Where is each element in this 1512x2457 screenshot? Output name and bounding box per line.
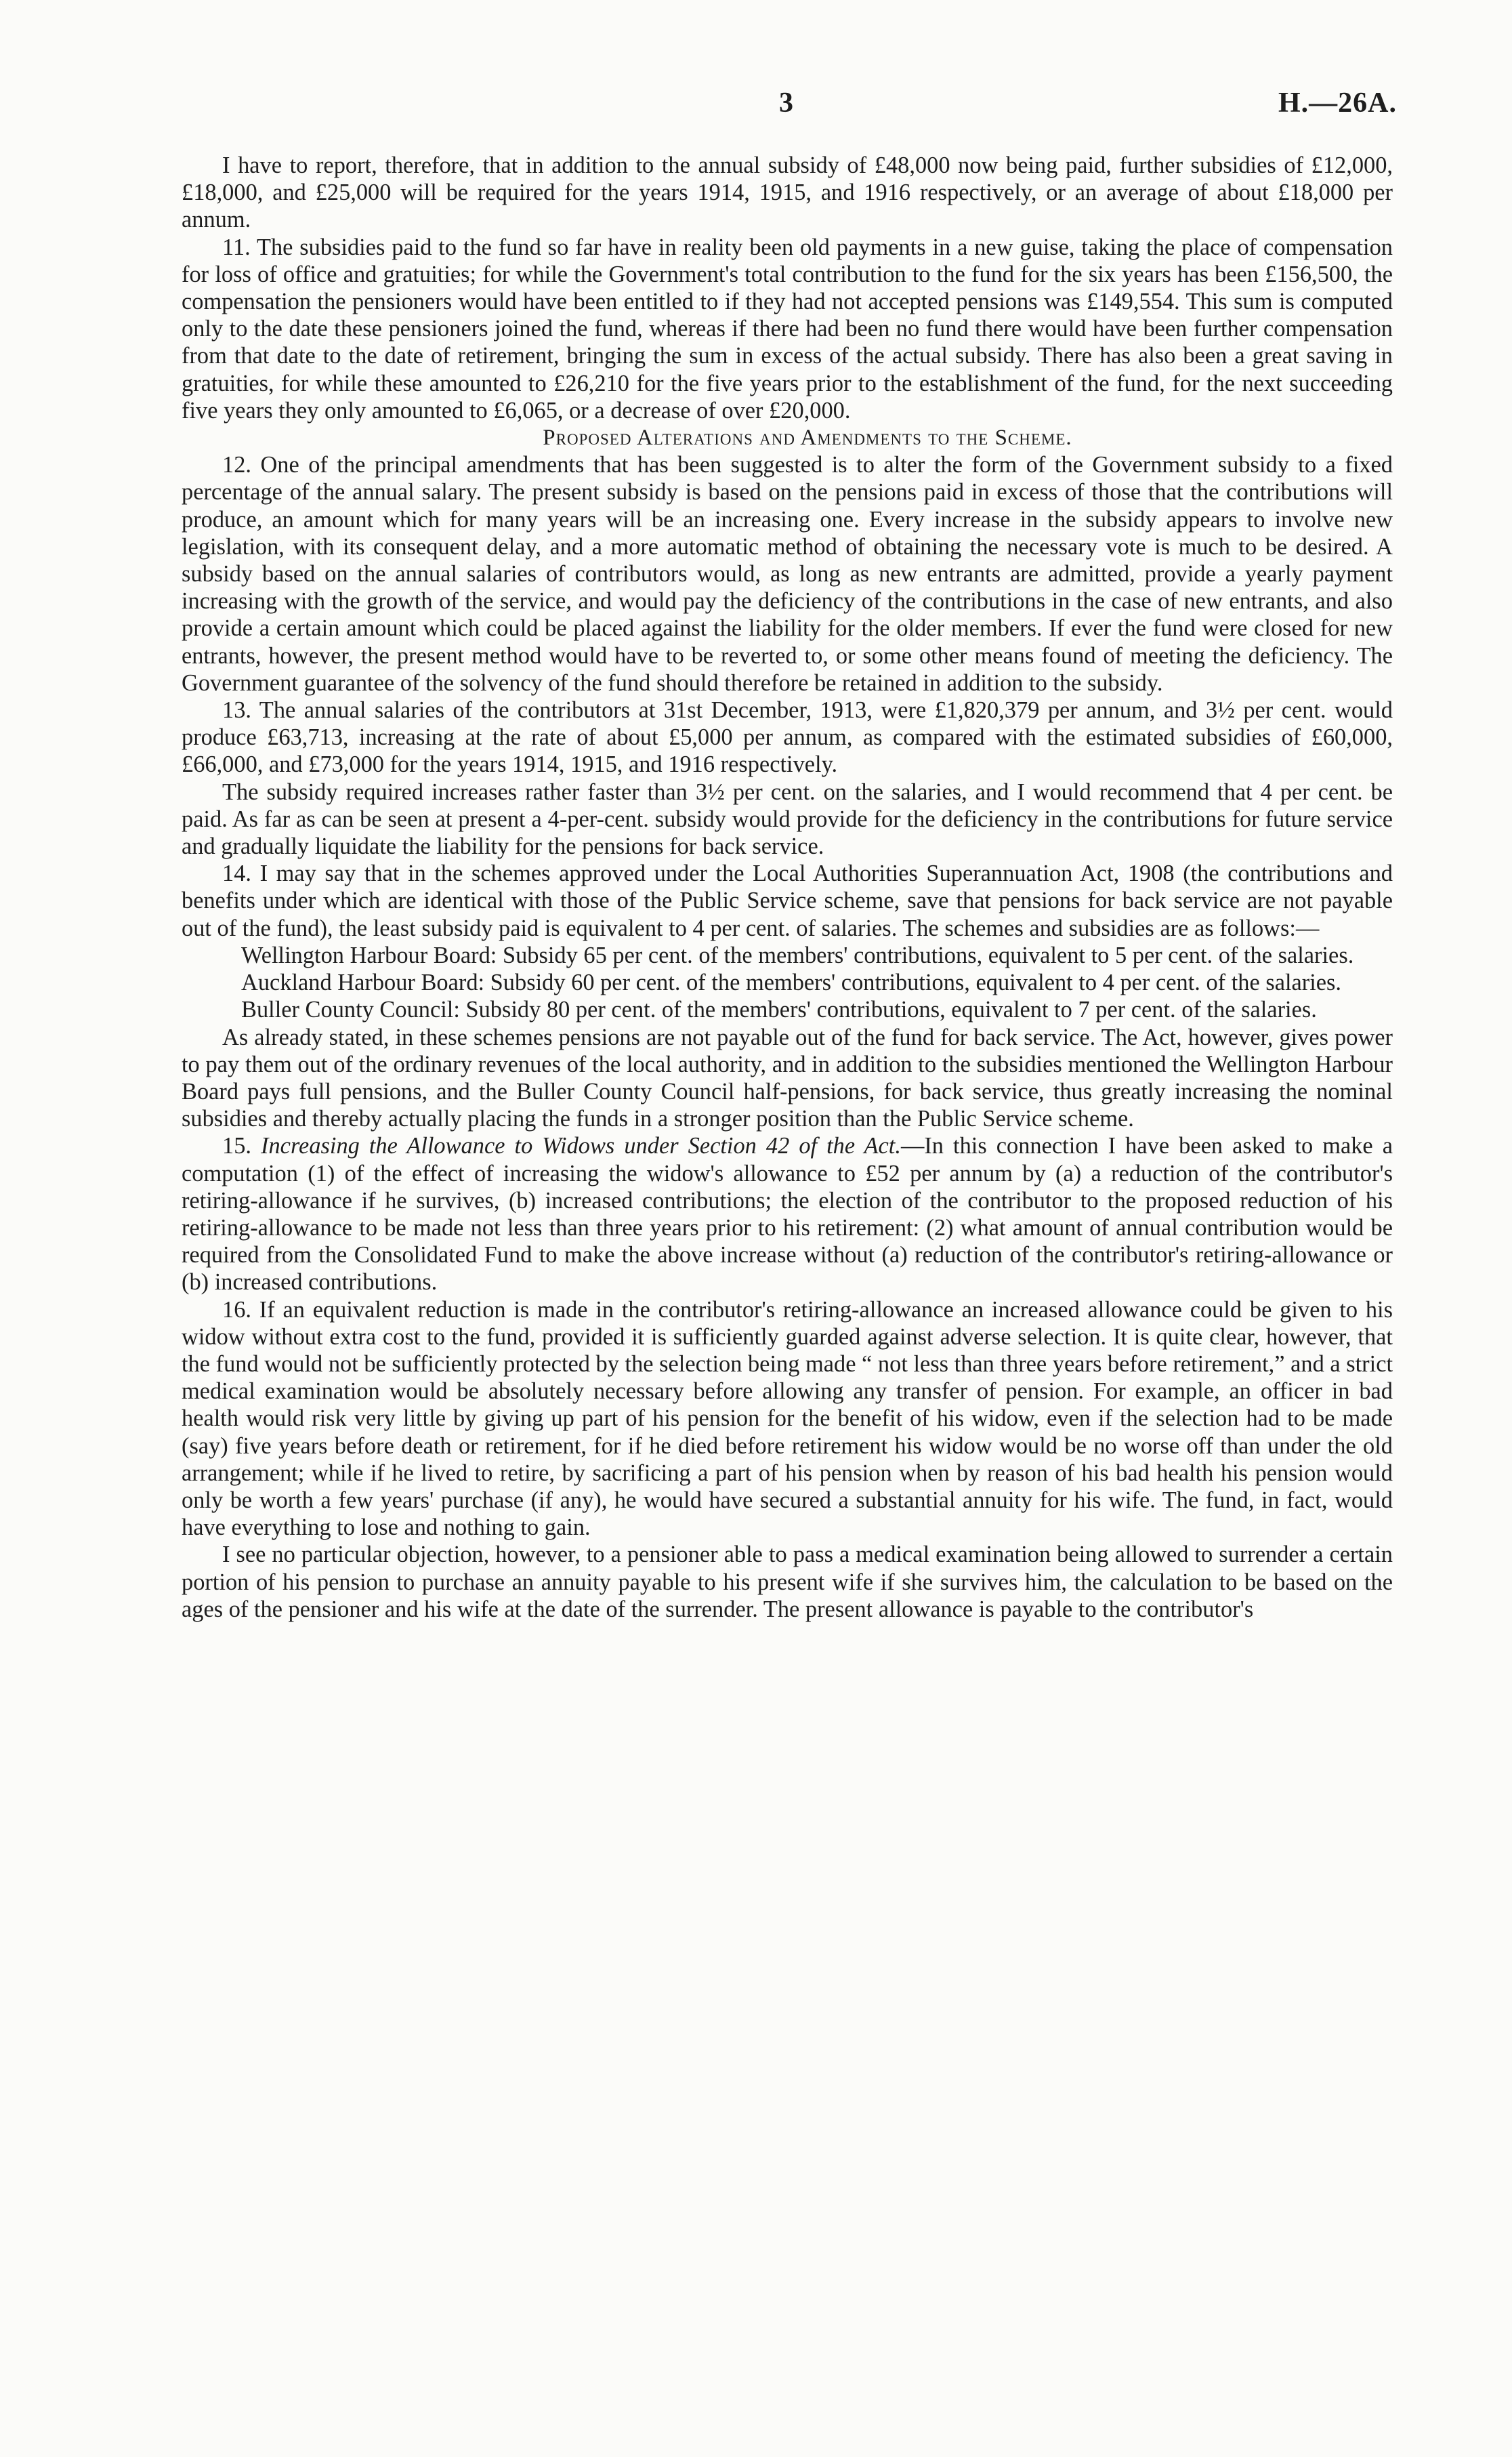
paragraph-13: 13. The annual salaries of the contributors at 31st December, 1913, were £1,820,379 per annum, and 3½ per cent. would produce £63,713, increasing at the rate of about £5,000 per annum, as compared with the estimated subsidies of £60,000, £66,000, and £73,000 for the years 1914, 1915, and 1916 respectively. xyxy=(182,697,1393,778)
paragraph-12: 12. One of the principal amendments that has been suggested is to alter the form of the Government subsidy to a fixed percentage of the annual salary. The present subsidy is based on the pensions paid in excess of those that the contributions will produce, an amount which for many years will be an increasing one. Every increase in the subsidy appears to involve new legislation, with its consequent delay, and a more automatic method of obtaining the necessary vote is much to be desired. A subsidy based on the annual salaries of contributors would, as long as new entrants are admitted, provide a yearly payment increasing with the growth of the service, and would pay the deficiency of the contributions in the case of new entrants, and also provide a certain amount which could be placed against the liability for the older members. If ever the fund were closed for new entrants, however, the present method would have to be reverted to, or some other means found of meeting the deficiency. The Government guarantee of the solvency of the fund should therefore be retained in addition to the subsidy. xyxy=(182,452,1393,696)
paragraph-report-subsidies: I have to report, therefore, that in addition to the annual subsidy of £48,000 now being paid, further subsidies of £12,000, £18,000, and £25,000 will be required for the years 1914, 1915, and 1916 respectively, or an average of about £18,000 per annum. xyxy=(182,152,1393,233)
paragraph-15 xyxy=(182,1132,1393,1296)
page-header xyxy=(0,87,1512,127)
paragraph-16-continued: I see no particular objection, however, to a pensioner able to pass a medical examination being allowed to surrender a certain portion of his pension to purchase an annuity payable to his present wife if she survives him, the calculation to be based on the ages of the pensioner and his wife at the date of the surrender. The present allowance is payable to the contributor's xyxy=(182,1542,1393,1622)
paragraph-15-title: Increasing the Allowance to Widows under Section 42 of the Act. xyxy=(261,1133,901,1159)
page-number: 3 xyxy=(779,87,793,119)
document-reference: H.—26A. xyxy=(1278,87,1397,119)
scheme-entry-wellington: Wellington Harbour Board: Subsidy 65 per cent. of the members' contributions, equivalent to 5 per cent. of the salaries. xyxy=(241,942,1354,968)
paragraph-14: 14. I may say that in the schemes approved under the Local Authorities Superannuation Act, 1908 (the contributions and benefits under which are identical with those of the Public Service scheme, save that pensions for back service are not payable out of the fund), the least subsidy paid is equivalent to 4 per cent. of salaries. The schemes and subsidies are as follows:— xyxy=(182,861,1393,941)
scheme-entry-auckland: Auckland Harbour Board: Subsidy 60 per cent. of the members' contributions, equivalent to 4 per cent. of the salaries. xyxy=(241,970,1342,996)
paragraph-13-continued: The subsidy required increases rather faster than 3½ per cent. on the salaries, and I would recommend that 4 per cent. be paid. As far as can be seen at present a 4-per-cent. subsidy would provide for the deficiency in the contributions for future service and gradually liquidate the liability for the pensions for back service. xyxy=(182,779,1393,860)
paragraph-16: 16. If an equivalent reduction is made in the contributor's retiring-allowance an increased allowance could be given to his widow without extra cost to the fund, provided it is sufficiently guarded against adverse selection. It is quite clear, however, that the fund would not be sufficiently protected by the selection being made “ not less than three years before retirement,” and a strict medical examination would be absolutely necessary before allowing any transfer of pension. For example, an officer in bad health would risk very little by giving up part of his pension for the benefit of his widow, even if the selection had to be made (say) five years before death or retirement, for if he died before retirement his widow would be no worse off than under the old arrangement; while if he lived to retire, by sacrificing a part of his pension when by reason of his bad health his pension would only be worth a few years' purchase (if any), he would have secured a substantial annuity for his wife. The fund, in fact, would have everything to lose and nothing to gain. xyxy=(182,1296,1393,1541)
paragraph-15-number: 15. xyxy=(222,1133,261,1159)
paragraph-15-text: —In this connection I have been asked to make a computation (1) of the effect of increasing the widow's allowance to £52 per annum by (a) a reduction of the contributor's retiring-allowance if he survives, (b) increased contributions; the election of the contributor to the proposed reduction of his retiring-allowance to be made not less than three years prior to his retirement: (2) what amount of annual contribution would be required from the Consolidated Fund to make the above increase without (a) reduction of the contributor's retiring-allowance or (b) increased contributions. xyxy=(182,1133,1393,1296)
section-heading: Proposed Alterations and Amendments to the Scheme. xyxy=(543,426,1072,451)
scheme-entry-buller: Buller County Council: Subsidy 80 per cent. of the members' contributions, equivalent to 7 per cent. of the salaries. xyxy=(241,997,1317,1023)
paragraph-11: 11. The subsidies paid to the fund so far have in reality been old payments in a new guise, taking the place of compensation for loss of office and gratuities; for while the Government's total contribution to the fund for the six years has been £156,500, the compensation the pensioners would have been entitled to if they had not accepted pensions was £149,554. This sum is computed only to the date these pensioners joined the fund, whereas if there had been no fund there would have been further compensation from that date to the date of retirement, bringing the sum in excess of the actual subsidy. There has also been a great saving in gratuities, for while these amounted to £26,210 for the five years prior to the establishment of the fund, for the next succeeding five years they only amounted to £6,065, or a decrease of over £20,000. xyxy=(182,234,1393,424)
document-body xyxy=(182,152,1393,1623)
paragraph-14-continued: As already stated, in these schemes pensions are not payable out of the fund for back service. The Act, however, gives power to pay them out of the ordinary revenues of the local authority, and in addition to the subsidies mentioned the Wellington Harbour Board pays full pensions, and the Buller County Council half-pensions, for back service, thus greatly increasing the nominal subsidies and thereby actually placing the funds in a stronger position than the Public Service scheme. xyxy=(182,1024,1393,1132)
